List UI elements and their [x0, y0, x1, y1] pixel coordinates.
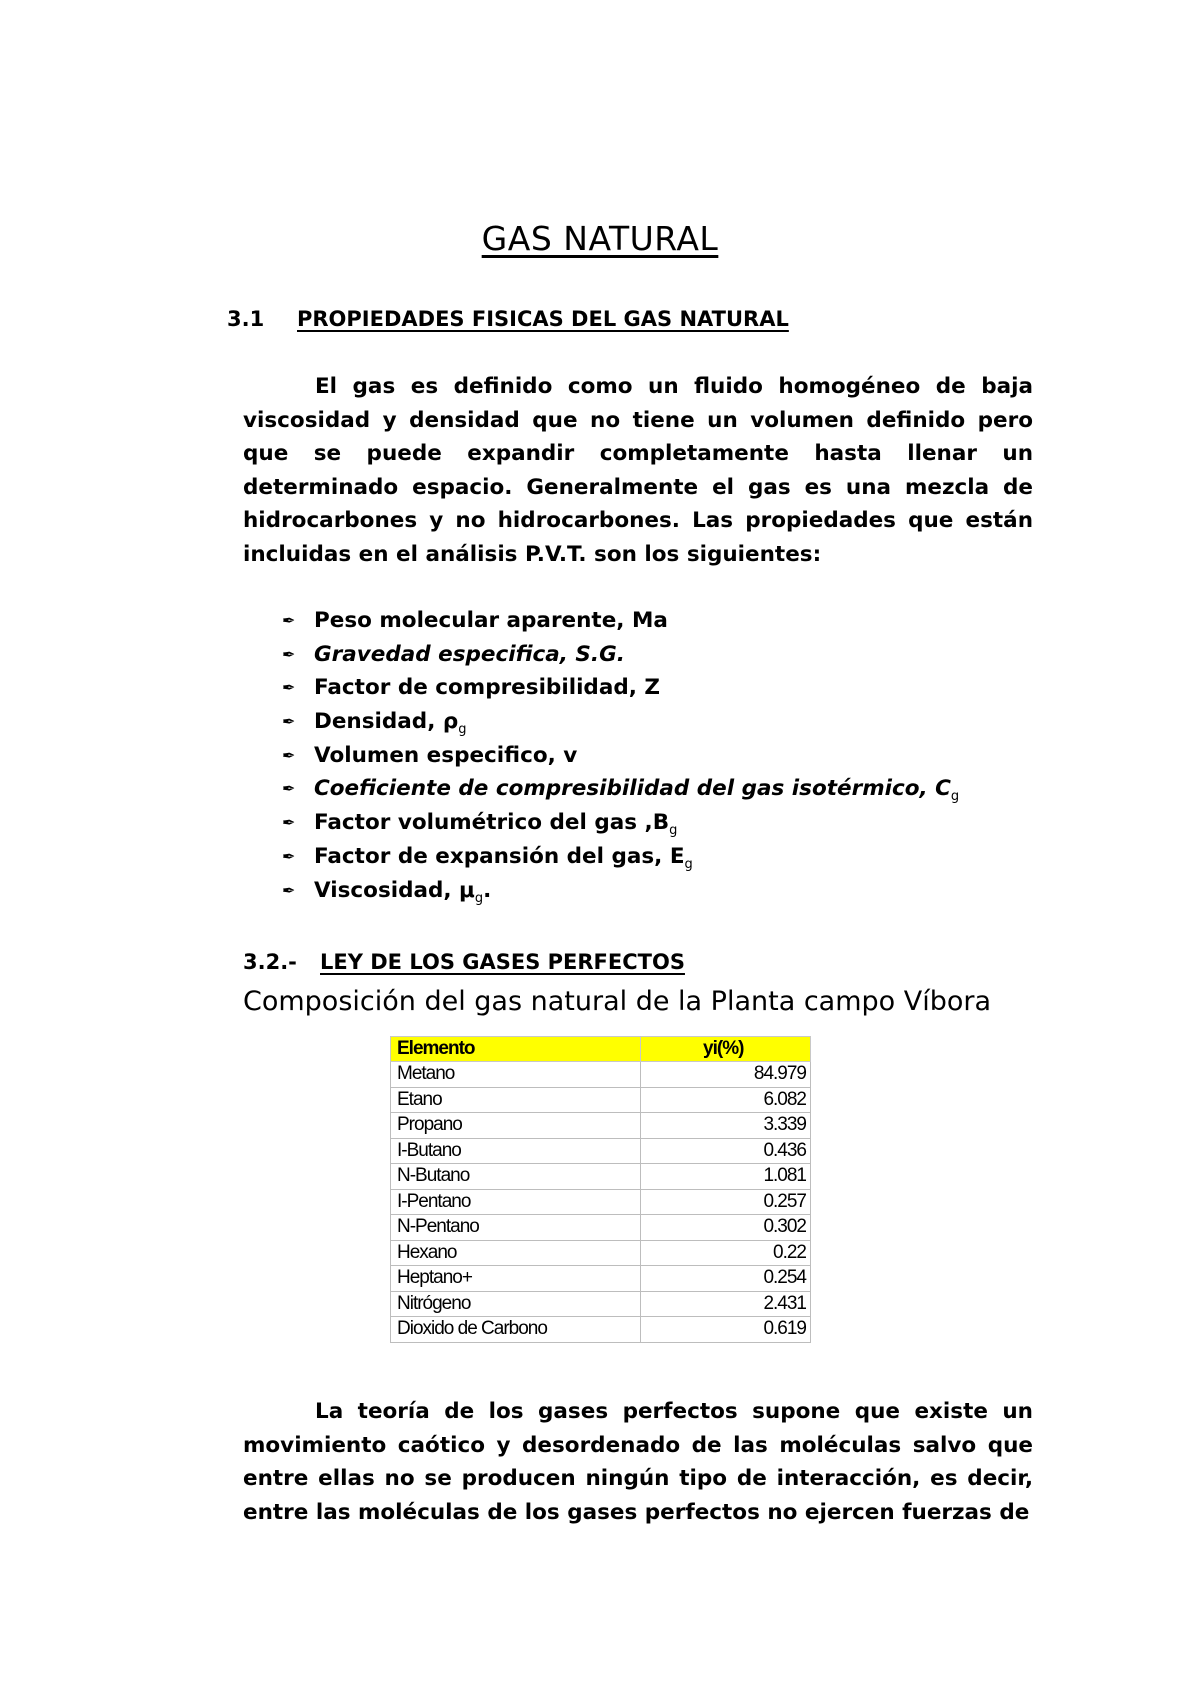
list-item: ✒ Viscosidad, $\mu_g$.: [282, 874, 959, 908]
table-row: Dioxido de Carbono 0.619: [391, 1317, 811, 1343]
page-title: GAS NATURAL: [481, 219, 719, 258]
list-item: ✒ Factor de expansión del gas, $E_g$: [282, 840, 959, 874]
table-row: Heptano+ 0.254: [391, 1266, 811, 1292]
table-row: I-Pentano 0.257: [391, 1189, 811, 1215]
table-row: N-Pentano 0.302: [391, 1215, 811, 1241]
intro-paragraph-text: El gas es definido como un fluido homogéneo de baja viscosidad y densidad que no tiene un volumen definido pero que se puede expandir completamente hasta llenar un determinado espacio. Generalmente el gas es una mezcla de hidrocarbones y no hidrocarbones. Las propiedades que están incluidas en el análisis P.V.T. son los siguientes:: [243, 374, 1033, 567]
properties-list: [282, 604, 959, 907]
intro-paragraph: [243, 370, 1033, 571]
list-item: ✒ Densidad, $\rho_g$: [282, 705, 959, 739]
pen-arrow-icon: ✒: [282, 846, 296, 866]
pen-arrow-icon: ✒: [282, 712, 296, 732]
list-item: ✒ Gravedad especifica, S.G.: [282, 638, 959, 672]
composition-table: [390, 1036, 811, 1343]
list-item: ✒ Factor de compresibilidad, Z: [282, 671, 959, 705]
table-row: Etano 6.082: [391, 1087, 811, 1113]
table-title: Composición del gas natural de la Planta campo Víbora: [243, 986, 992, 1017]
pen-arrow-icon: ✒: [282, 813, 296, 833]
column-header-element: Elemento: [391, 1037, 641, 1062]
column-header-yi: yi(%): [641, 1037, 811, 1062]
table-row: N-Butano 1.081: [391, 1164, 811, 1190]
section-title: PROPIEDADES FISICAS DEL GAS NATURAL: [297, 307, 789, 331]
pen-arrow-icon: ✒: [282, 611, 296, 630]
table-row: Nitrógeno 2.431: [391, 1291, 811, 1317]
table-row: I-Butano 0.436: [391, 1138, 811, 1164]
table-row: Hexano 0.22: [391, 1240, 811, 1266]
pen-arrow-icon: ✒: [282, 779, 296, 799]
table-row: Metano 84.979: [391, 1062, 811, 1088]
pen-arrow-icon: ✒: [282, 678, 296, 698]
closing-paragraph: [243, 1395, 1033, 1529]
closing-paragraph-text: La teoría de los gases perfectos supone que existe un movimiento caótico y desordenado de las moléculas salvo que entre ellas no se producen ningún tipo de interacción, es decir, entre las moléculas de los gases perfectos no ejercen fuerzas de: [243, 1399, 1033, 1525]
list-item: ✒ Factor volumétrico del gas $,B_g$: [282, 806, 959, 840]
list-item: ✒ Peso molecular aparente, Ma: [282, 604, 959, 638]
list-item: ✒ Coeficiente de compresibilidad del gas isotérmico, $C_g$: [282, 772, 959, 806]
section-heading-3-1: [227, 307, 789, 331]
pen-arrow-icon: ✒: [282, 880, 296, 900]
list-item: ✒ Volumen especifico, v: [282, 739, 959, 773]
section-number: 3.2.-: [243, 950, 297, 974]
table-header-row: [391, 1037, 811, 1062]
section-heading-3-2: [243, 950, 685, 974]
pen-arrow-icon: ✒: [282, 644, 296, 664]
table-row: Propano 3.339: [391, 1113, 811, 1139]
section-number: 3.1: [227, 307, 265, 331]
pen-arrow-icon: ✒: [282, 745, 296, 765]
section-title: LEY DE LOS GASES PERFECTOS: [320, 950, 685, 974]
